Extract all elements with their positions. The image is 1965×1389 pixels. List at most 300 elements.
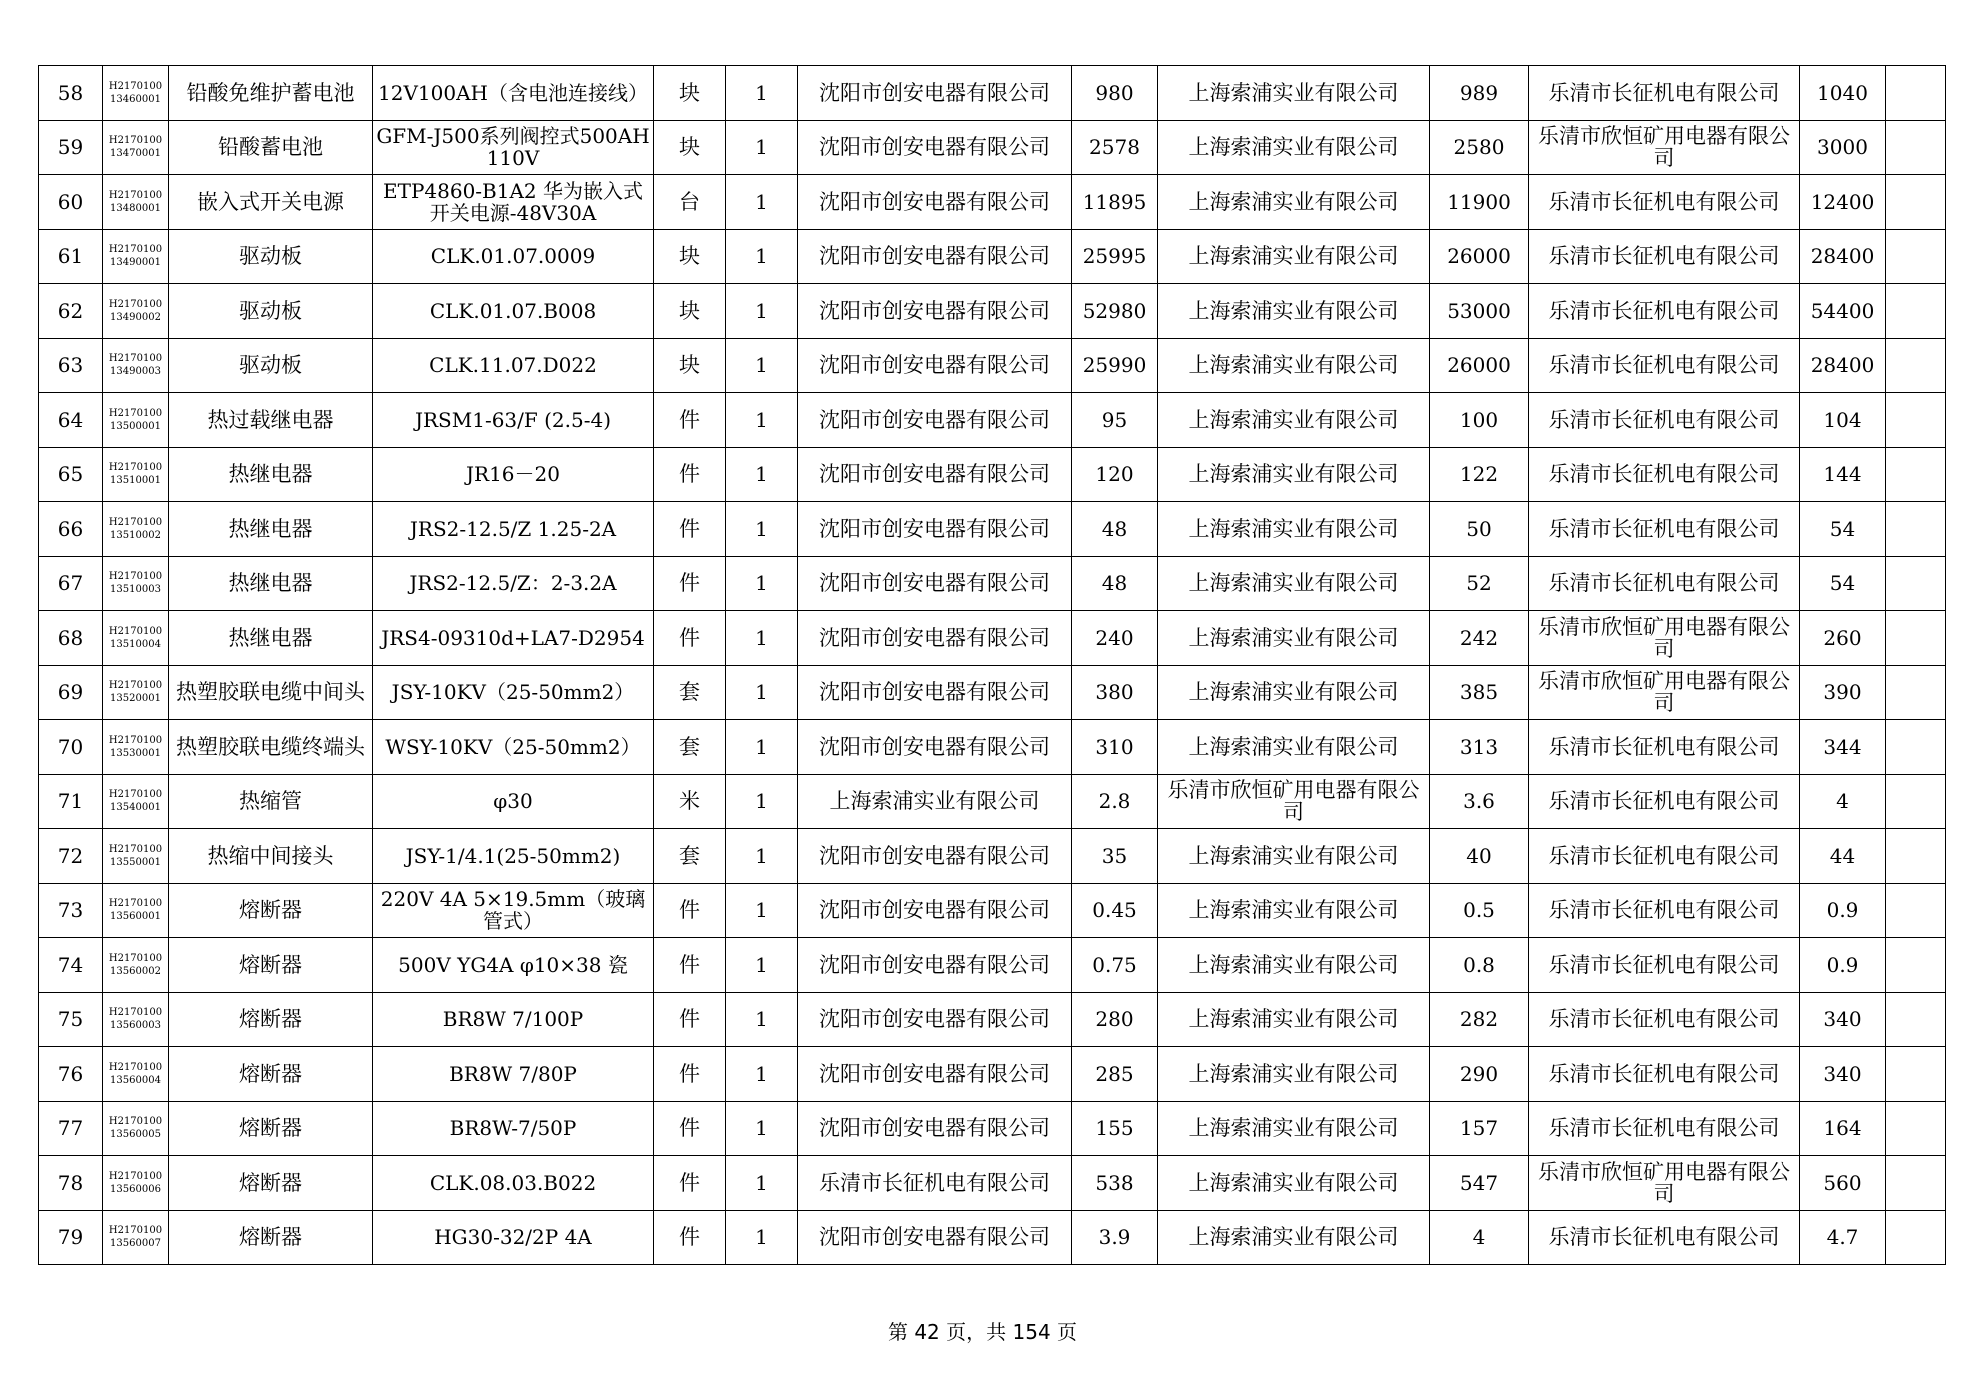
item-unit: 件: [654, 502, 726, 557]
supplier-2-price: 53000: [1430, 284, 1529, 339]
supplier-3-price: 54: [1800, 502, 1886, 557]
remark-cell: [1886, 774, 1946, 829]
supplier-2-name: 上海索浦实业有限公司: [1158, 938, 1430, 993]
table-row: [39, 1156, 1946, 1211]
supplier-1-name: 沈阳市创安电器有限公司: [798, 1047, 1072, 1102]
supplier-1-price: 310: [1072, 720, 1158, 775]
supplier-2-price: 52: [1430, 556, 1529, 611]
supplier-3-name: 乐清市长征机电有限公司: [1529, 720, 1800, 775]
row-number: 69: [39, 665, 103, 720]
item-code: H2170100 13520001: [103, 665, 169, 720]
supplier-2-price: 290: [1430, 1047, 1529, 1102]
supplier-3-price: 560: [1800, 1156, 1886, 1211]
supplier-2-price: 122: [1430, 447, 1529, 502]
item-name: 铅酸免维护蓄电池: [169, 66, 373, 121]
item-name: 热继电器: [169, 447, 373, 502]
table-row: [39, 556, 1946, 611]
supplier-1-price: 980: [1072, 66, 1158, 121]
supplier-1-name: 沈阳市创安电器有限公司: [798, 556, 1072, 611]
item-quantity: 1: [726, 774, 798, 829]
remark-cell: [1886, 611, 1946, 666]
remark-cell: [1886, 1156, 1946, 1211]
item-quantity: 1: [726, 992, 798, 1047]
supplier-1-name: 沈阳市创安电器有限公司: [798, 338, 1072, 393]
item-code: H2170100 13560002: [103, 938, 169, 993]
item-spec: BR8W-7/50P: [373, 1101, 654, 1156]
supplier-1-price: 95: [1072, 393, 1158, 448]
item-quantity: 1: [726, 447, 798, 502]
item-name: 热继电器: [169, 611, 373, 666]
supplier-1-name: 乐清市长征机电有限公司: [798, 1156, 1072, 1211]
supplier-3-name: 乐清市长征机电有限公司: [1529, 774, 1800, 829]
item-name: 铅酸蓄电池: [169, 120, 373, 175]
item-name: 热塑胶联电缆终端头: [169, 720, 373, 775]
supplier-3-price: 4: [1800, 774, 1886, 829]
supplier-1-name: 沈阳市创安电器有限公司: [798, 829, 1072, 884]
supplier-2-price: 989: [1430, 66, 1529, 121]
supplier-2-name: 上海索浦实业有限公司: [1158, 1210, 1430, 1265]
item-name: 嵌入式开关电源: [169, 175, 373, 230]
item-spec: 220V 4A 5×19.5mm（玻璃管式）: [373, 883, 654, 938]
table-row: [39, 883, 1946, 938]
supplier-1-price: 11895: [1072, 175, 1158, 230]
supplier-1-price: 280: [1072, 992, 1158, 1047]
item-spec: JRS4-09310d+LA7-D2954: [373, 611, 654, 666]
item-unit: 件: [654, 1210, 726, 1265]
item-unit: 件: [654, 1101, 726, 1156]
supplier-3-name: 乐清市长征机电有限公司: [1529, 447, 1800, 502]
item-unit: 套: [654, 829, 726, 884]
item-quantity: 1: [726, 393, 798, 448]
supplier-1-price: 120: [1072, 447, 1158, 502]
remark-cell: [1886, 502, 1946, 557]
item-spec: HG30-32/2P 4A: [373, 1210, 654, 1265]
row-number: 70: [39, 720, 103, 775]
remark-cell: [1886, 120, 1946, 175]
item-spec: 500V YG4A φ10×38 瓷: [373, 938, 654, 993]
item-name: 热缩管: [169, 774, 373, 829]
item-code: H2170100 13560004: [103, 1047, 169, 1102]
item-code: H2170100 13510003: [103, 556, 169, 611]
table-row: [39, 774, 1946, 829]
supplier-3-price: 0.9: [1800, 938, 1886, 993]
item-unit: 件: [654, 1047, 726, 1102]
supplier-1-name: 沈阳市创安电器有限公司: [798, 447, 1072, 502]
item-code: H2170100 13510001: [103, 447, 169, 502]
remark-cell: [1886, 556, 1946, 611]
supplier-1-price: 285: [1072, 1047, 1158, 1102]
supplier-2-name: 上海索浦实业有限公司: [1158, 556, 1430, 611]
table-row: [39, 720, 1946, 775]
item-unit: 件: [654, 1156, 726, 1211]
supplier-1-price: 52980: [1072, 284, 1158, 339]
item-quantity: 1: [726, 1156, 798, 1211]
supplier-3-price: 344: [1800, 720, 1886, 775]
supplier-2-price: 157: [1430, 1101, 1529, 1156]
item-unit: 件: [654, 883, 726, 938]
supplier-3-name: 乐清市长征机电有限公司: [1529, 992, 1800, 1047]
item-quantity: 1: [726, 284, 798, 339]
table-row: [39, 175, 1946, 230]
supplier-2-name: 上海索浦实业有限公司: [1158, 284, 1430, 339]
supplier-3-price: 1040: [1800, 66, 1886, 121]
item-code: H2170100 13560007: [103, 1210, 169, 1265]
item-quantity: 1: [726, 938, 798, 993]
item-quantity: 1: [726, 338, 798, 393]
supplier-1-name: 沈阳市创安电器有限公司: [798, 883, 1072, 938]
row-number: 72: [39, 829, 103, 884]
item-name: 驱动板: [169, 229, 373, 284]
item-spec: CLK.11.07.D022: [373, 338, 654, 393]
item-quantity: 1: [726, 883, 798, 938]
supplier-2-name: 上海索浦实业有限公司: [1158, 229, 1430, 284]
supplier-2-price: 2580: [1430, 120, 1529, 175]
item-quantity: 1: [726, 175, 798, 230]
row-number: 65: [39, 447, 103, 502]
row-number: 68: [39, 611, 103, 666]
supplier-1-name: 沈阳市创安电器有限公司: [798, 120, 1072, 175]
supplier-1-price: 3.9: [1072, 1210, 1158, 1265]
item-quantity: 1: [726, 611, 798, 666]
supplier-3-name: 乐清市长征机电有限公司: [1529, 175, 1800, 230]
supplier-3-name: 乐清市长征机电有限公司: [1529, 1047, 1800, 1102]
table-row: [39, 338, 1946, 393]
supplier-2-name: 上海索浦实业有限公司: [1158, 338, 1430, 393]
table-row: [39, 502, 1946, 557]
item-name: 热缩中间接头: [169, 829, 373, 884]
item-unit: 套: [654, 665, 726, 720]
supplier-3-price: 4.7: [1800, 1210, 1886, 1265]
item-spec: JR16－20: [373, 447, 654, 502]
item-code: H2170100 13500001: [103, 393, 169, 448]
item-spec: GFM-J500系列阀控式500AH 110V: [373, 120, 654, 175]
supplier-1-price: 155: [1072, 1101, 1158, 1156]
supplier-3-name: 乐清市长征机电有限公司: [1529, 229, 1800, 284]
remark-cell: [1886, 175, 1946, 230]
supplier-2-price: 242: [1430, 611, 1529, 666]
supplier-2-name: 上海索浦实业有限公司: [1158, 883, 1430, 938]
item-spec: 12V100AH（含电池连接线）: [373, 66, 654, 121]
item-name: 热继电器: [169, 502, 373, 557]
item-name: 熔断器: [169, 992, 373, 1047]
supplier-1-price: 2578: [1072, 120, 1158, 175]
price-comparison-table: [38, 65, 1946, 1265]
remark-cell: [1886, 938, 1946, 993]
supplier-1-name: 上海索浦实业有限公司: [798, 774, 1072, 829]
supplier-3-name: 乐清市欣恒矿用电器有限公司: [1529, 1156, 1800, 1211]
item-unit: 件: [654, 393, 726, 448]
supplier-2-name: 上海索浦实业有限公司: [1158, 447, 1430, 502]
supplier-1-name: 沈阳市创安电器有限公司: [798, 720, 1072, 775]
supplier-1-name: 沈阳市创安电器有限公司: [798, 175, 1072, 230]
row-number: 77: [39, 1101, 103, 1156]
supplier-2-name: 乐清市欣恒矿用电器有限公司: [1158, 774, 1430, 829]
supplier-3-price: 104: [1800, 393, 1886, 448]
supplier-3-name: 乐清市长征机电有限公司: [1529, 66, 1800, 121]
supplier-3-name: 乐清市长征机电有限公司: [1529, 1101, 1800, 1156]
supplier-2-price: 282: [1430, 992, 1529, 1047]
remark-cell: [1886, 447, 1946, 502]
supplier-3-name: 乐清市长征机电有限公司: [1529, 829, 1800, 884]
supplier-3-price: 44: [1800, 829, 1886, 884]
item-name: 熔断器: [169, 1210, 373, 1265]
item-code: H2170100 13560006: [103, 1156, 169, 1211]
supplier-3-name: 乐清市长征机电有限公司: [1529, 938, 1800, 993]
item-code: H2170100 13490001: [103, 229, 169, 284]
item-quantity: 1: [726, 556, 798, 611]
item-quantity: 1: [726, 1101, 798, 1156]
supplier-1-price: 380: [1072, 665, 1158, 720]
supplier-2-price: 100: [1430, 393, 1529, 448]
row-number: 59: [39, 120, 103, 175]
supplier-3-price: 340: [1800, 992, 1886, 1047]
row-number: 79: [39, 1210, 103, 1265]
supplier-2-price: 0.8: [1430, 938, 1529, 993]
page-number: 第 42 页，共 154 页: [887, 1320, 1078, 1344]
table-row: [39, 611, 1946, 666]
row-number: 58: [39, 66, 103, 121]
supplier-3-name: 乐清市长征机电有限公司: [1529, 502, 1800, 557]
remark-cell: [1886, 1101, 1946, 1156]
row-number: 74: [39, 938, 103, 993]
item-spec: φ30: [373, 774, 654, 829]
table-row: [39, 665, 1946, 720]
supplier-3-price: 164: [1800, 1101, 1886, 1156]
supplier-3-price: 3000: [1800, 120, 1886, 175]
row-number: 67: [39, 556, 103, 611]
item-unit: 套: [654, 720, 726, 775]
item-code: H2170100 13510004: [103, 611, 169, 666]
supplier-1-name: 沈阳市创安电器有限公司: [798, 502, 1072, 557]
item-name: 驱动板: [169, 338, 373, 393]
supplier-1-price: 0.75: [1072, 938, 1158, 993]
supplier-1-name: 沈阳市创安电器有限公司: [798, 938, 1072, 993]
row-number: 75: [39, 992, 103, 1047]
item-quantity: 1: [726, 1210, 798, 1265]
supplier-3-price: 54400: [1800, 284, 1886, 339]
item-code: H2170100 13460001: [103, 66, 169, 121]
table-row: [39, 829, 1946, 884]
table-row: [39, 66, 1946, 121]
item-unit: 米: [654, 774, 726, 829]
supplier-1-name: 沈阳市创安电器有限公司: [798, 284, 1072, 339]
row-number: 78: [39, 1156, 103, 1211]
supplier-3-name: 乐清市欣恒矿用电器有限公司: [1529, 120, 1800, 175]
row-number: 71: [39, 774, 103, 829]
item-code: H2170100 13560005: [103, 1101, 169, 1156]
supplier-3-price: 390: [1800, 665, 1886, 720]
item-quantity: 1: [726, 665, 798, 720]
item-quantity: 1: [726, 229, 798, 284]
supplier-3-name: 乐清市长征机电有限公司: [1529, 883, 1800, 938]
item-spec: BR8W 7/100P: [373, 992, 654, 1047]
supplier-3-price: 0.9: [1800, 883, 1886, 938]
item-name: 熔断器: [169, 1101, 373, 1156]
item-quantity: 1: [726, 502, 798, 557]
supplier-2-name: 上海索浦实业有限公司: [1158, 393, 1430, 448]
row-number: 61: [39, 229, 103, 284]
item-unit: 块: [654, 229, 726, 284]
supplier-1-price: 0.45: [1072, 883, 1158, 938]
item-code: H2170100 13560001: [103, 883, 169, 938]
supplier-2-name: 上海索浦实业有限公司: [1158, 720, 1430, 775]
item-quantity: 1: [726, 120, 798, 175]
supplier-1-price: 48: [1072, 556, 1158, 611]
supplier-2-name: 上海索浦实业有限公司: [1158, 66, 1430, 121]
supplier-3-price: 28400: [1800, 338, 1886, 393]
item-spec: JRS2-12.5/Z 1.25-2A: [373, 502, 654, 557]
supplier-2-name: 上海索浦实业有限公司: [1158, 502, 1430, 557]
item-spec: CLK.08.03.B022: [373, 1156, 654, 1211]
row-number: 73: [39, 883, 103, 938]
remark-cell: [1886, 829, 1946, 884]
supplier-3-name: 乐清市长征机电有限公司: [1529, 284, 1800, 339]
table-row: [39, 229, 1946, 284]
item-spec: JSY-10KV（25-50mm2）: [373, 665, 654, 720]
supplier-3-price: 28400: [1800, 229, 1886, 284]
item-unit: 块: [654, 284, 726, 339]
supplier-1-name: 沈阳市创安电器有限公司: [798, 665, 1072, 720]
item-spec: JRSM1-63/F (2.5-4): [373, 393, 654, 448]
supplier-1-price: 25990: [1072, 338, 1158, 393]
supplier-2-name: 上海索浦实业有限公司: [1158, 120, 1430, 175]
remark-cell: [1886, 66, 1946, 121]
supplier-2-name: 上海索浦实业有限公司: [1158, 992, 1430, 1047]
table-row: [39, 284, 1946, 339]
supplier-2-price: 4: [1430, 1210, 1529, 1265]
row-number: 66: [39, 502, 103, 557]
supplier-2-price: 26000: [1430, 229, 1529, 284]
supplier-3-price: 260: [1800, 611, 1886, 666]
supplier-3-price: 12400: [1800, 175, 1886, 230]
supplier-2-name: 上海索浦实业有限公司: [1158, 829, 1430, 884]
item-unit: 台: [654, 175, 726, 230]
item-unit: 块: [654, 338, 726, 393]
row-number: 76: [39, 1047, 103, 1102]
table-row: [39, 992, 1946, 1047]
supplier-1-name: 沈阳市创安电器有限公司: [798, 229, 1072, 284]
supplier-3-name: 乐清市长征机电有限公司: [1529, 556, 1800, 611]
item-unit: 件: [654, 992, 726, 1047]
item-code: H2170100 13490002: [103, 284, 169, 339]
supplier-1-name: 沈阳市创安电器有限公司: [798, 992, 1072, 1047]
row-number: 60: [39, 175, 103, 230]
item-code: H2170100 13550001: [103, 829, 169, 884]
row-number: 64: [39, 393, 103, 448]
table-row: [39, 447, 1946, 502]
table-row: [39, 938, 1946, 993]
supplier-3-name: 乐清市欣恒矿用电器有限公司: [1529, 611, 1800, 666]
item-code: H2170100 13490003: [103, 338, 169, 393]
item-name: 驱动板: [169, 284, 373, 339]
supplier-2-name: 上海索浦实业有限公司: [1158, 1047, 1430, 1102]
supplier-3-price: 54: [1800, 556, 1886, 611]
supplier-2-name: 上海索浦实业有限公司: [1158, 665, 1430, 720]
remark-cell: [1886, 1210, 1946, 1265]
item-code: H2170100 13480001: [103, 175, 169, 230]
table-row: [39, 120, 1946, 175]
supplier-1-price: 240: [1072, 611, 1158, 666]
item-spec: JRS2-12.5/Z：2-3.2A: [373, 556, 654, 611]
item-quantity: 1: [726, 66, 798, 121]
supplier-2-price: 547: [1430, 1156, 1529, 1211]
supplier-1-price: 25995: [1072, 229, 1158, 284]
supplier-3-name: 乐清市长征机电有限公司: [1529, 1210, 1800, 1265]
item-unit: 块: [654, 66, 726, 121]
remark-cell: [1886, 992, 1946, 1047]
remark-cell: [1886, 284, 1946, 339]
item-spec: BR8W 7/80P: [373, 1047, 654, 1102]
supplier-1-price: 48: [1072, 502, 1158, 557]
item-spec: ETP4860-B1A2 华为嵌入式开关电源-48V30A: [373, 175, 654, 230]
item-name: 热继电器: [169, 556, 373, 611]
table-row: [39, 1101, 1946, 1156]
supplier-1-name: 沈阳市创安电器有限公司: [798, 66, 1072, 121]
item-code: H2170100 13540001: [103, 774, 169, 829]
remark-cell: [1886, 720, 1946, 775]
item-quantity: 1: [726, 720, 798, 775]
remark-cell: [1886, 665, 1946, 720]
supplier-1-name: 沈阳市创安电器有限公司: [798, 1210, 1072, 1265]
supplier-2-name: 上海索浦实业有限公司: [1158, 175, 1430, 230]
item-spec: JSY-1/4.1(25-50mm2): [373, 829, 654, 884]
supplier-1-name: 沈阳市创安电器有限公司: [798, 393, 1072, 448]
supplier-2-price: 50: [1430, 502, 1529, 557]
supplier-2-price: 3.6: [1430, 774, 1529, 829]
remark-cell: [1886, 338, 1946, 393]
item-spec: CLK.01.07.0009: [373, 229, 654, 284]
item-unit: 块: [654, 120, 726, 175]
table-row: [39, 1210, 1946, 1265]
item-code: H2170100 13510002: [103, 502, 169, 557]
item-name: 熔断器: [169, 883, 373, 938]
item-spec: CLK.01.07.B008: [373, 284, 654, 339]
item-code: H2170100 13560003: [103, 992, 169, 1047]
table-body: [39, 66, 1946, 1265]
item-spec: WSY-10KV（25-50mm2）: [373, 720, 654, 775]
remark-cell: [1886, 883, 1946, 938]
supplier-2-price: 385: [1430, 665, 1529, 720]
item-code: H2170100 13530001: [103, 720, 169, 775]
table-row: [39, 393, 1946, 448]
supplier-3-name: 乐清市长征机电有限公司: [1529, 338, 1800, 393]
supplier-1-price: 35: [1072, 829, 1158, 884]
row-number: 62: [39, 284, 103, 339]
item-name: 熔断器: [169, 938, 373, 993]
item-name: 熔断器: [169, 1047, 373, 1102]
supplier-3-name: 乐清市欣恒矿用电器有限公司: [1529, 665, 1800, 720]
remark-cell: [1886, 1047, 1946, 1102]
item-name: 热塑胶联电缆中间头: [169, 665, 373, 720]
item-code: H2170100 13470001: [103, 120, 169, 175]
item-name: 热过载继电器: [169, 393, 373, 448]
table-row: [39, 1047, 1946, 1102]
supplier-2-name: 上海索浦实业有限公司: [1158, 1101, 1430, 1156]
item-name: 熔断器: [169, 1156, 373, 1211]
supplier-2-price: 313: [1430, 720, 1529, 775]
item-unit: 件: [654, 938, 726, 993]
item-unit: 件: [654, 447, 726, 502]
supplier-1-price: 538: [1072, 1156, 1158, 1211]
supplier-2-price: 26000: [1430, 338, 1529, 393]
supplier-2-price: 11900: [1430, 175, 1529, 230]
supplier-1-name: 沈阳市创安电器有限公司: [798, 611, 1072, 666]
supplier-3-price: 340: [1800, 1047, 1886, 1102]
remark-cell: [1886, 229, 1946, 284]
row-number: 63: [39, 338, 103, 393]
item-unit: 件: [654, 556, 726, 611]
item-quantity: 1: [726, 829, 798, 884]
